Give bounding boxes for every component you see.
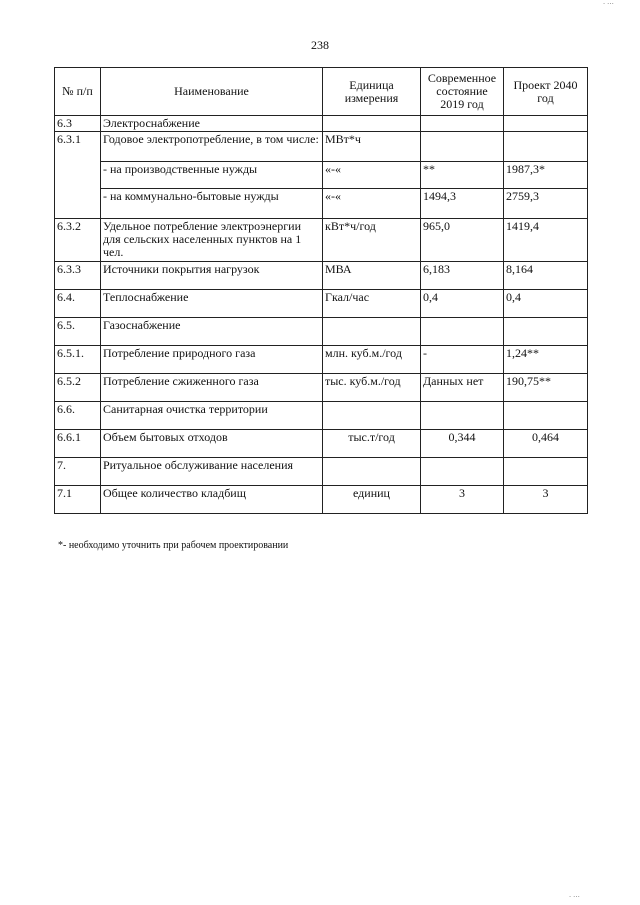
- cell-unit: единиц: [323, 486, 421, 514]
- cell-current: Данных нет: [421, 374, 504, 402]
- cell-current: 1494,3: [421, 189, 504, 219]
- cell-unit: млн. куб.м./год: [323, 346, 421, 374]
- cell-current: [421, 132, 504, 162]
- cell-unit: тыс. куб.м./год: [323, 374, 421, 402]
- table-row: [55, 430, 588, 458]
- cell-name: Потребление природного газа: [101, 346, 323, 374]
- cell-unit: МВА: [323, 262, 421, 290]
- cell-unit: [323, 116, 421, 132]
- cell-name: Потребление сжиженного газа: [101, 374, 323, 402]
- header-current: Современное состояние 2019 год: [421, 68, 504, 116]
- cell-num: 6.6.1: [55, 430, 101, 458]
- cell-name: Источники покрытия нагрузок: [101, 262, 323, 290]
- table-row: [55, 219, 588, 262]
- cell-current: **: [421, 162, 504, 189]
- cell-unit: [323, 318, 421, 346]
- cell-unit: [323, 458, 421, 486]
- cell-project: 0,464: [504, 430, 588, 458]
- cell-num: 6.5.2: [55, 374, 101, 402]
- cell-name: - на коммунально-бытовые нужды: [101, 189, 323, 219]
- corner-mark-top: · ···: [602, 0, 614, 8]
- cell-current: 965,0: [421, 219, 504, 262]
- table-row: [55, 262, 588, 290]
- cell-name: Теплоснабжение: [101, 290, 323, 318]
- table-row: [55, 346, 588, 374]
- corner-mark-bottom: · ···: [568, 893, 580, 901]
- table-row: [55, 458, 588, 486]
- table-row: [55, 116, 588, 132]
- cell-project: 190,75**: [504, 374, 588, 402]
- cell-current: 0,4: [421, 290, 504, 318]
- cell-num: 6.3.2: [55, 219, 101, 262]
- cell-num: 6.6.: [55, 402, 101, 430]
- header-unit: Единица измерения: [323, 68, 421, 116]
- cell-current: [421, 116, 504, 132]
- table-row: [55, 402, 588, 430]
- cell-num: 6.5.1.: [55, 346, 101, 374]
- table-row: [55, 290, 588, 318]
- cell-num: 6.5.: [55, 318, 101, 346]
- table-row: [55, 162, 588, 189]
- cell-num: 6.4.: [55, 290, 101, 318]
- cell-project: 1419,4: [504, 219, 588, 262]
- footnote: *- необходимо уточнить при рабочем проектировании: [58, 540, 289, 551]
- cell-name: Общее количество кладбищ: [101, 486, 323, 514]
- cell-num: 6.3.3: [55, 262, 101, 290]
- cell-unit: «-«: [323, 189, 421, 219]
- cell-current: [421, 318, 504, 346]
- table-row: [55, 486, 588, 514]
- cell-current: [421, 458, 504, 486]
- cell-project: [504, 116, 588, 132]
- cell-name: Удельное потребление электроэнергии для сельских населенных пунктов на 1 чел.: [101, 219, 323, 262]
- cell-unit: «-«: [323, 162, 421, 189]
- cell-num: 6.3.1: [55, 132, 101, 219]
- cell-num: 7.: [55, 458, 101, 486]
- cell-project: [504, 458, 588, 486]
- cell-current: 6,183: [421, 262, 504, 290]
- cell-unit: МВт*ч: [323, 132, 421, 162]
- cell-name: Ритуальное обслуживание населения: [101, 458, 323, 486]
- cell-current: -: [421, 346, 504, 374]
- cell-current: 0,344: [421, 430, 504, 458]
- cell-unit: тыс.т/год: [323, 430, 421, 458]
- cell-num: 6.3: [55, 116, 101, 132]
- cell-project: 0,4: [504, 290, 588, 318]
- data-table: [54, 67, 588, 514]
- cell-project: 1,24**: [504, 346, 588, 374]
- cell-name: - на производственные нужды: [101, 162, 323, 189]
- cell-name: Объем бытовых отходов: [101, 430, 323, 458]
- cell-unit: Гкал/час: [323, 290, 421, 318]
- cell-project: [504, 132, 588, 162]
- cell-project: 2759,3: [504, 189, 588, 219]
- header-project: Проект 2040 год: [504, 68, 588, 116]
- header-name: Наименование: [101, 68, 323, 116]
- cell-num: 7.1: [55, 486, 101, 514]
- table-row: [55, 189, 588, 219]
- table-row: [55, 374, 588, 402]
- cell-name: Годовое электропотребление, в том числе:: [101, 132, 323, 162]
- cell-project: [504, 402, 588, 430]
- cell-name: Санитарная очистка территории: [101, 402, 323, 430]
- header-num: № п/п: [55, 68, 101, 116]
- cell-project: 8,164: [504, 262, 588, 290]
- cell-project: 1987,3*: [504, 162, 588, 189]
- table-header-row: [55, 68, 588, 116]
- page-number: 238: [311, 38, 329, 52]
- cell-project: [504, 318, 588, 346]
- table-row: [55, 132, 588, 162]
- cell-name: Газоснабжение: [101, 318, 323, 346]
- table-row: [55, 318, 588, 346]
- cell-project: 3: [504, 486, 588, 514]
- cell-current: 3: [421, 486, 504, 514]
- cell-name: Электроснабжение: [101, 116, 323, 132]
- cell-current: [421, 402, 504, 430]
- cell-unit: кВт*ч/год: [323, 219, 421, 262]
- cell-unit: [323, 402, 421, 430]
